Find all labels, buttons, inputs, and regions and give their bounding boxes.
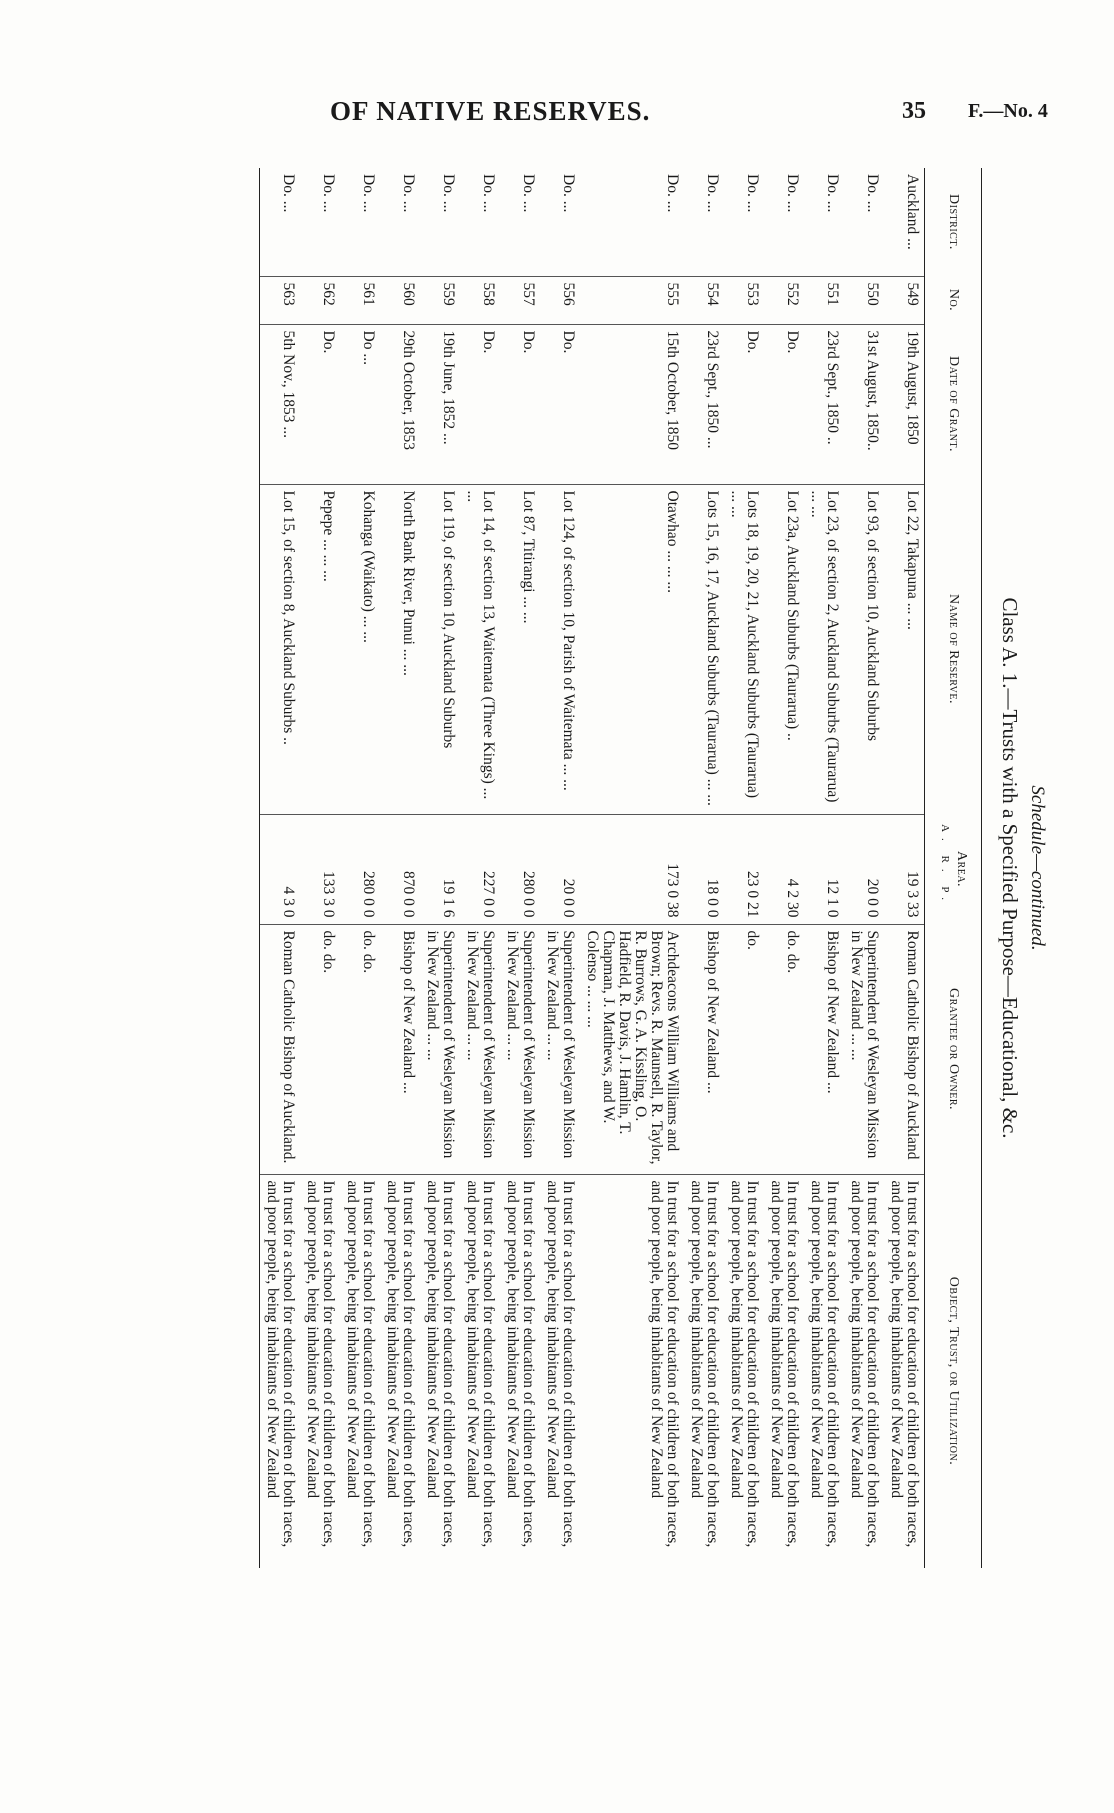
table-row [460, 168, 500, 1568]
table-row [884, 168, 925, 1568]
table-row [420, 168, 460, 1568]
cell-no: 556 [540, 276, 580, 324]
page-title: OF NATIVE RESERVES. [330, 96, 651, 126]
cell-object: In trust for a school for education of children of both races, and poor people, being inhabitants of New Zealand [804, 1174, 844, 1568]
cell-area: 23 0 21 [724, 814, 764, 924]
cell-no: 560 [380, 276, 420, 324]
cell-district: Do. ... [824, 174, 841, 213]
cell-area: 19 1 6 [420, 814, 460, 924]
cell-reserve: Lot 87, Titirangi ... ... [500, 484, 540, 814]
cell-date: Do. [500, 324, 540, 484]
cell-district: Do. ... [480, 174, 497, 213]
table-row [340, 168, 380, 1568]
cell-date: 31st August, 1850.. [844, 324, 884, 484]
cell-object: In trust for a school for education of children of both races, and poor people, being inhabitants of New Zealand [500, 1174, 540, 1568]
cell-no: 557 [500, 276, 540, 324]
cell-area: 173 0 38 [580, 814, 684, 924]
cell-grantee: Superintendent of Wesleyan Mission in New Zealand ... ... [844, 924, 884, 1174]
cell-grantee: Superintendent of Wesleyan Mission in New Zealand ... ... [540, 924, 580, 1174]
schedule-heading: Schedule—continued. [1027, 785, 1048, 951]
cell-no: 549 [884, 276, 925, 324]
cell-object: In trust for a school for education of children of both races, and poor people, being inhabitants of New Zealand [260, 1174, 301, 1568]
table-row [300, 168, 340, 1568]
cell-date: 19th June, 1852 ... [420, 324, 460, 484]
cell-object: In trust for a school for education of children of both races, and poor people, being inhabitants of New Zealand [340, 1174, 380, 1568]
cell-date: 23rd Sept., 1850 ... [684, 324, 724, 484]
cell-grantee: Bishop of New Zealand ... [380, 924, 420, 1174]
cell-grantee: do. do. [340, 924, 380, 1174]
table-row [580, 168, 684, 1568]
cell-area: 19 3 33 [884, 814, 925, 924]
cell-date: 5th Nov., 1853 ... [260, 324, 301, 484]
cell-district: Do. ... [260, 168, 301, 276]
cell-reserve: Kohanga (Waikato) ... ... [340, 484, 380, 814]
cell-no: 563 [260, 276, 301, 324]
cell-no: 561 [340, 276, 380, 324]
cell-reserve: Lot 14, of section 13, Waitemata (Three Kings) ... ... [460, 484, 500, 814]
cell-district: Do. ... [560, 174, 577, 213]
cell-grantee: Roman Catholic Bishop of Auckland [884, 924, 925, 1174]
cell-object: In trust for a school for education of children of both races, and poor people, being inhabitants of New Zealand [420, 1174, 460, 1568]
cell-reserve: Lot 93, of section 10, Auckland Suburbs [844, 484, 884, 814]
cell-date: Do ... [340, 324, 380, 484]
cell-date: Do. [724, 324, 764, 484]
cell-reserve: Lots 18, 19, 20, 21, Auckland Suburbs (Taurarua) ... ... [724, 484, 764, 814]
col-no: No. [925, 276, 982, 324]
cell-grantee: do. [724, 924, 764, 1174]
cell-no: 551 [804, 276, 844, 324]
cell-reserve: Lot 23, of section 2, Auckland Suburbs (Taurarua) ... ... [804, 484, 844, 814]
cell-no: 550 [844, 276, 884, 324]
page-number: 35 [902, 98, 926, 124]
cell-date: Do. [300, 324, 340, 484]
cell-area: 4 3 0 [260, 814, 301, 924]
cell-district: Do. ... [784, 174, 801, 213]
cell-date: Do. [460, 324, 500, 484]
cell-no: 554 [684, 276, 724, 324]
cell-no: 552 [764, 276, 804, 324]
table-row [260, 168, 301, 1568]
cell-reserve: Lots 15, 16, 17, Auckland Suburbs (Taurarua) ... ... [684, 484, 724, 814]
cell-no: 558 [460, 276, 500, 324]
cell-grantee: Superintendent of Wesleyan Mission in New Zealand ... ... [500, 924, 540, 1174]
cell-reserve: Lot 22, Takapuna ... ... [884, 484, 925, 814]
col-district: District. [925, 168, 982, 276]
cell-district: Do. ... [400, 174, 417, 213]
table-row [540, 168, 580, 1568]
table-row [684, 168, 724, 1568]
page-header [0, 96, 1114, 136]
cell-district: Do. ... [704, 174, 721, 213]
cell-area: 20 0 0 [844, 814, 884, 924]
cell-grantee: Superintendent of Wesleyan Mission in New Zealand ... ... [460, 924, 500, 1174]
cell-no: 559 [420, 276, 460, 324]
cell-reserve: Pepepe ... ... ... [300, 484, 340, 814]
col-grantee: Grantee or Owner. [925, 924, 982, 1174]
table-row [764, 168, 804, 1568]
cell-area: 280 0 0 [500, 814, 540, 924]
cell-reserve: Otawhao ... ... ... [580, 484, 684, 814]
cell-reserve: Lot 119, of section 10, Auckland Suburbs [420, 484, 460, 814]
area-units: A. R. P. [939, 824, 951, 906]
cell-district: Auckland ... [904, 174, 921, 250]
cell-date: Do. [540, 324, 580, 484]
cell-object: In trust for a school for education of children of both races, and poor people, being inhabitants of New Zealand [764, 1174, 804, 1568]
cell-area: 227 0 0 [460, 814, 500, 924]
cell-reserve: Lot 15, of section 8, Auckland Suburbs .. [260, 484, 301, 814]
cell-date: Do. [764, 324, 804, 484]
table-row [380, 168, 420, 1568]
cell-object: In trust for a school for education of children of both races, and poor people, being inhabitants of New Zealand [580, 1174, 684, 1568]
table-row [844, 168, 884, 1568]
cell-grantee: do. do. [764, 924, 804, 1174]
class-title: Class A. 1.—Trusts with a Specified Purpose—Educational, &c. [998, 597, 1022, 1139]
cell-reserve: North Bank River, Punui ... ... [380, 484, 420, 814]
cell-reserve: Lot 23a, Auckland Suburbs (Taurarua) .. [764, 484, 804, 814]
cell-object: In trust for a school for education of children of both races, and poor people, being inhabitants of New Zealand [884, 1174, 925, 1568]
cell-district: Do. ... [320, 174, 337, 213]
cell-district: Do. ... [744, 174, 761, 213]
cell-grantee: do. do. [300, 924, 340, 1174]
col-object: Object, Trust, or Utilization. [925, 1174, 982, 1568]
cell-object: In trust for a school for education of children of both races, and poor people, being inhabitants of New Zealand [460, 1174, 500, 1568]
cell-object: In trust for a school for education of children of both races, and poor people, being inhabitants of New Zealand [540, 1174, 580, 1568]
cell-district: Do. ... [864, 174, 881, 213]
cell-object: In trust for a school for education of children of both races, and poor people, being inhabitants of New Zealand [724, 1174, 764, 1568]
cell-area: 870 0 0 [380, 814, 420, 924]
cell-district: Do. ... [664, 174, 681, 213]
cell-area: 12 1 0 [804, 814, 844, 924]
cell-date: 29th October, 1853 [380, 324, 420, 484]
cell-district: Do. ... [360, 174, 377, 213]
col-date: Date of Grant. [925, 324, 982, 484]
cell-district: Do. ... [520, 174, 537, 213]
table-row [724, 168, 764, 1568]
rotated-schedule [148, 168, 1048, 1568]
cell-area: 4 2 30 [764, 814, 804, 924]
cell-area: 280 0 0 [340, 814, 380, 924]
cell-area: 18 0 0 [684, 814, 724, 924]
cell-no: 562 [300, 276, 340, 324]
cell-area: 20 0 0 [540, 814, 580, 924]
col-area: Area. A. R. P. [925, 814, 982, 924]
cell-grantee: Superintendent of Wesleyan Mission in New Zealand ... ... [420, 924, 460, 1174]
cell-grantee: Archdeacons William Williams and Brown; Revs. R. Maunsell, R. Taylor, R. Burrows, G. A. Kissling, O. Hadfield, R. Davis, J. Hamlin, T. Chapman, J. Matthews, and W. Colenso ... ... ... [580, 924, 684, 1174]
cell-object: In trust for a school for education of children of both races, and poor people, being inhabitants of New Zealand [300, 1174, 340, 1568]
cell-object: In trust for a school for education of children of both races, and poor people, being inhabitants of New Zealand [684, 1174, 724, 1568]
cell-grantee: Roman Catholic Bishop of Auckland. [260, 924, 301, 1174]
cell-date: 19th August, 1850 [884, 324, 925, 484]
table-row [804, 168, 844, 1568]
cell-reserve: Lot 124, of section 10, Parish of Waitemata ... ... [540, 484, 580, 814]
document-reference: F.—No. 4 [968, 100, 1048, 122]
table-header-row [925, 168, 982, 1568]
cell-date: 15th October, 1850 [580, 324, 684, 484]
schedule-table [259, 168, 982, 1568]
cell-area: 133 3 0 [300, 814, 340, 924]
cell-date: 23rd Sept., 1850 .. [804, 324, 844, 484]
table-row [500, 168, 540, 1568]
cell-object: In trust for a school for education of children of both races, and poor people, being inhabitants of New Zealand [844, 1174, 884, 1568]
cell-no: 553 [724, 276, 764, 324]
cell-grantee: Bishop of New Zealand ... [804, 924, 844, 1174]
col-reserve: Name of Reserve. [925, 484, 982, 814]
cell-district: Do. ... [440, 174, 457, 213]
cell-object: In trust for a school for education of children of both races, and poor people, being inhabitants of New Zealand [380, 1174, 420, 1568]
cell-no: 555 [580, 276, 684, 324]
cell-grantee: Bishop of New Zealand ... [684, 924, 724, 1174]
